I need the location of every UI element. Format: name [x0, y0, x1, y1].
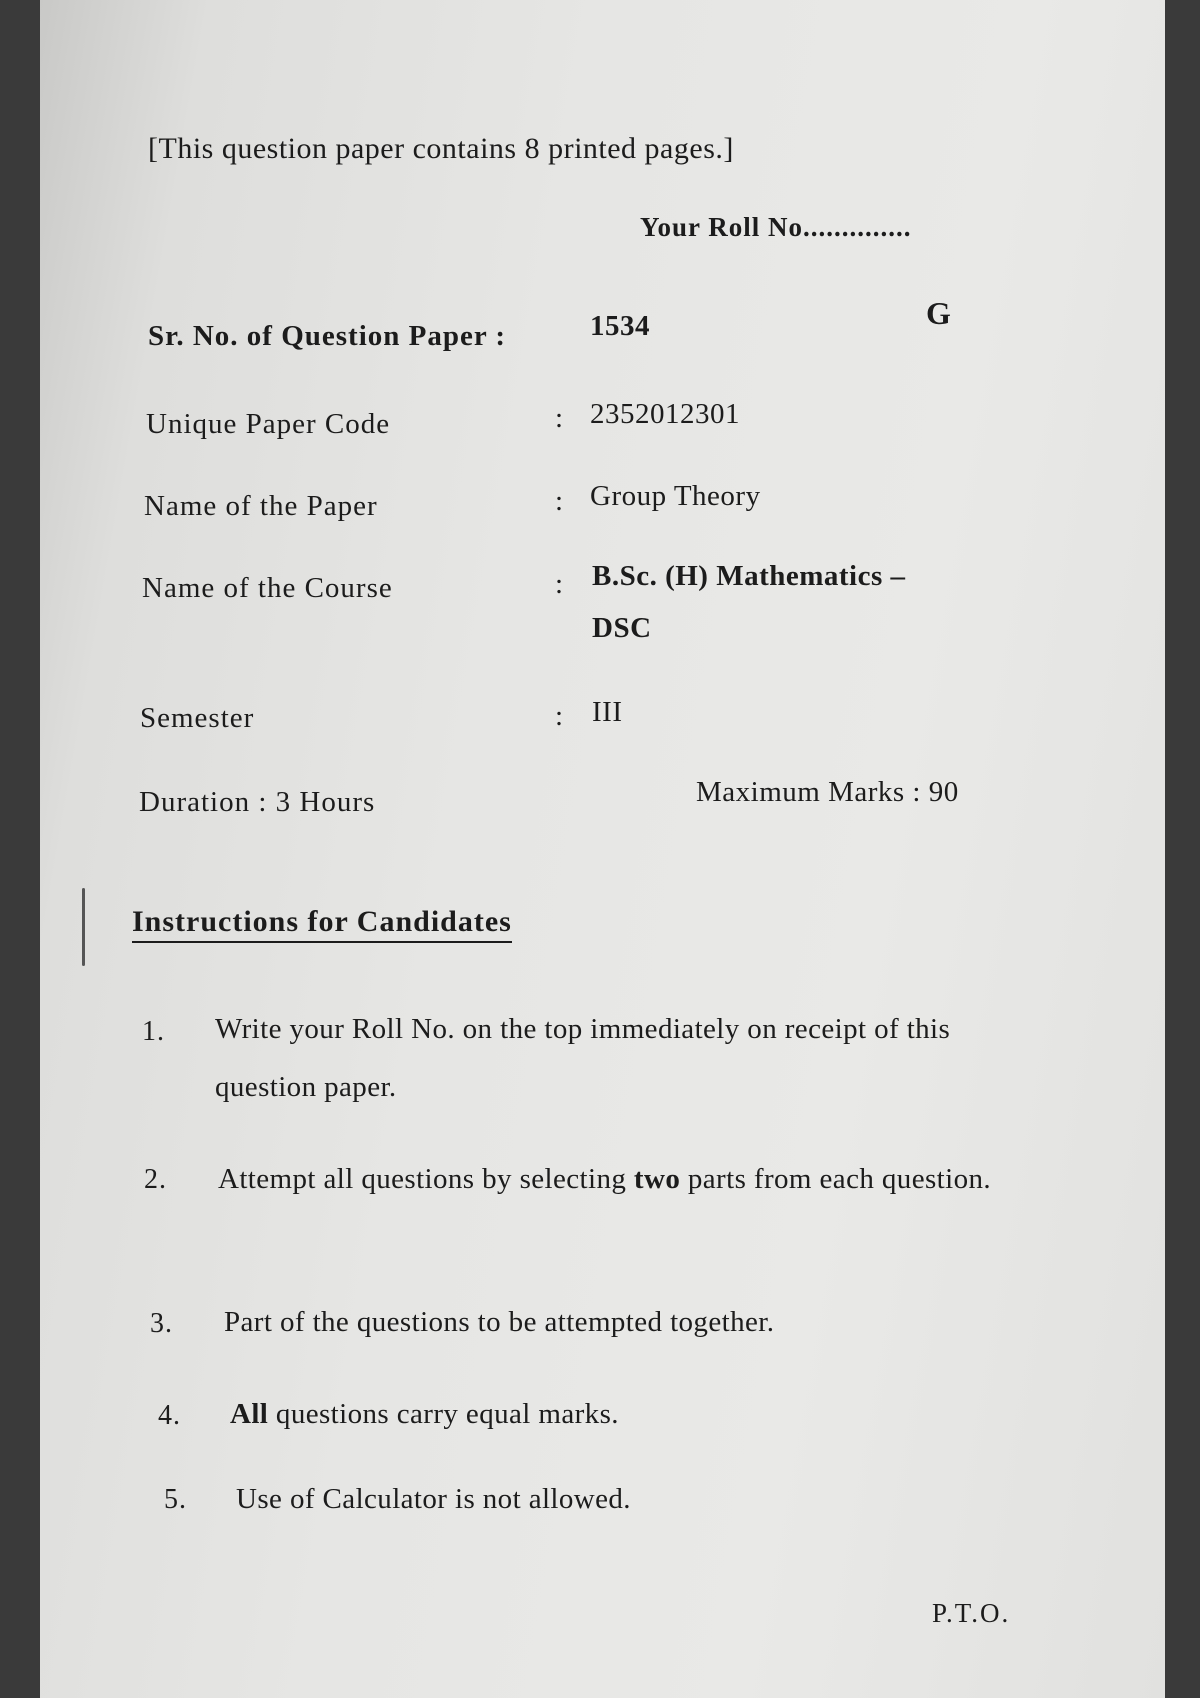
instruction-text: All questions carry equal marks.	[230, 1398, 619, 1430]
instruction-number: 1.	[142, 1016, 165, 1047]
semester-label: Semester	[140, 702, 255, 734]
colon: :	[555, 485, 564, 517]
instruction-number: 4.	[158, 1400, 181, 1431]
question-paper-page	[40, 0, 1165, 1698]
page-count-note: [This question paper contains 8 printed pages.]	[148, 132, 734, 165]
colon: :	[555, 402, 564, 434]
instruction-text: Part of the questions to be attempted together.	[224, 1306, 775, 1338]
instruction-number: 3.	[150, 1308, 173, 1339]
sr-no-label: Sr. No. of Question Paper :	[148, 320, 507, 352]
set-letter: G	[926, 295, 951, 331]
instruction-number: 2.	[144, 1164, 167, 1195]
course-name-label: Name of the Course	[142, 572, 393, 604]
instruction-emphasis: All	[230, 1398, 269, 1430]
instruction-text: Use of Calculator is not allowed.	[236, 1483, 631, 1515]
maximum-marks: Maximum Marks : 90	[696, 776, 959, 808]
duration: Duration : 3 Hours	[139, 786, 376, 818]
instructions-heading: Instructions for Candidates	[132, 905, 512, 943]
unique-paper-code-label: Unique Paper Code	[146, 408, 391, 440]
colon: :	[555, 700, 564, 732]
instruction-text: Attempt all questions by selecting two parts from each question.	[218, 1163, 992, 1195]
roll-number-field: Your Roll No..............	[640, 212, 912, 242]
paper-name-value: Group Theory	[590, 480, 761, 512]
colon: :	[555, 568, 564, 600]
sr-no-value: 1534	[590, 310, 650, 342]
course-name-value-line1: B.Sc. (H) Mathematics –	[592, 560, 906, 592]
page-edge-mark	[82, 888, 85, 966]
paper-name-label: Name of the Paper	[144, 490, 378, 522]
instruction-emphasis: two	[633, 1163, 681, 1195]
instruction-text: Write your Roll No. on the top immediately on receipt of this question paper.	[215, 1013, 951, 1103]
unique-paper-code-value: 2352012301	[590, 398, 740, 430]
course-name-value-line2: DSC	[592, 612, 652, 644]
semester-value: III	[592, 696, 623, 728]
instruction-number: 5.	[164, 1484, 187, 1515]
please-turn-over: P.T.O.	[932, 1598, 1011, 1628]
